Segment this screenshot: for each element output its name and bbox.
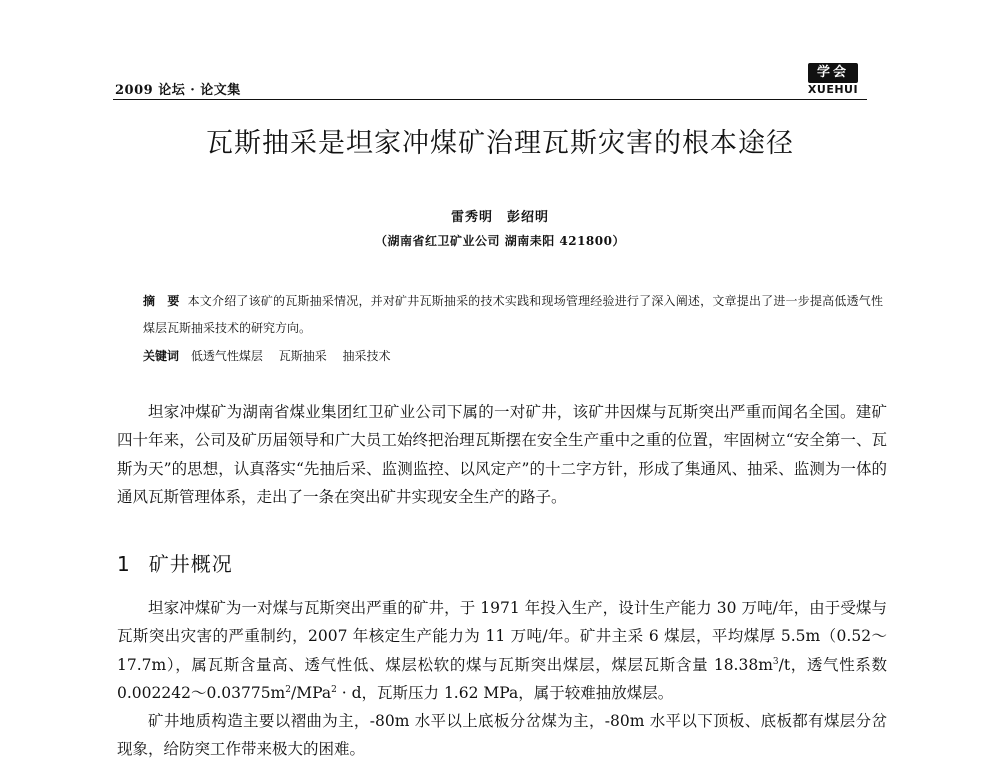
paper-title: 瓦斯抽采是坦家冲煤矿治理瓦斯灾害的根本途径 xyxy=(206,128,794,159)
geology-paragraph: 矿井地质构造主要以褶曲为主，-80m 水平以上底板分岔煤为主，-80m 水平以下顶板、底板都有煤层分岔现象，给防突工作带来极大的困难。 xyxy=(117,712,887,759)
mine-overview-paragraph xyxy=(117,594,887,707)
section-heading xyxy=(117,548,233,577)
superscript: 2 xyxy=(285,684,291,695)
superscript: 3 xyxy=(772,656,779,667)
intro-paragraph: 坦家冲煤矿为湖南省煤业集团红卫矿业公司下属的一对矿井，该矿井因煤与瓦斯突出严重而闻名全国。建矿四十年来，公司及矿历届领导和广大员工始终把治理瓦斯摆在安全生产重中之重的位置，牢固树立“安全第一、瓦斯为天”的思想，认真落实“先抽后采、监测监控、以风定产”的十二字方针，形成了集通风、抽采、监测为一体的通风瓦斯管理体系，走出了一条在突出矿井实现安全生产的路子。 xyxy=(117,403,887,506)
keyword: 抽采技术 xyxy=(342,349,391,363)
keyword: 瓦斯抽采 xyxy=(278,349,327,363)
paper-authors: 雷秀明 彭绍明 xyxy=(450,210,549,225)
section-title: 矿井概况 xyxy=(148,552,233,576)
logo-mark: 学会 xyxy=(808,63,858,83)
superscript: 2 xyxy=(331,684,337,695)
abstract xyxy=(143,288,883,342)
keywords-label: 关键词 xyxy=(143,349,180,363)
section-number: 1 xyxy=(117,552,131,576)
text-run: · d，瓦斯压力 1.62 MPa，属于较难抽放煤层。 xyxy=(336,683,674,702)
abstract-label: 摘 要 xyxy=(143,294,180,308)
text-run: 坦家冲煤矿为一对煤与瓦斯突出严重的矿井，于 1971 年投入生产，设计生产能力 30 万吨/年，由于受煤与瓦斯突出灾害的严重制约，2007 年核定生产能力为 11 万吨/年。矿井主采 6 煤层，平均煤厚 5.5m（0.52～17.7m），属瓦斯含量高、透气性低、煤层松软的煤与瓦斯突出煤层，煤层瓦斯含量 18.38m xyxy=(117,599,887,674)
keyword: 低透气性煤层 xyxy=(190,349,263,363)
text-run: /MPa xyxy=(291,683,332,702)
xuehui-logo xyxy=(800,63,866,103)
header-rule xyxy=(113,99,867,100)
abstract-text: 本文介绍了该矿的瓦斯抽采情况，并对矿井瓦斯抽采的技术实践和现场管理经验进行了深入阐述，文章提出了进一步提高低透气性煤层瓦斯抽采技术的研究方向。 xyxy=(143,294,883,335)
logo-text: XUEHUI xyxy=(807,83,859,96)
paper-affiliation: （湖南省红卫矿业公司 湖南耒阳 421800） xyxy=(375,234,625,248)
running-header: 2009 论坛 · 论文集 xyxy=(115,83,241,98)
text-run: /t，透气性系数 0.002242～0.03775m xyxy=(117,655,887,702)
keywords xyxy=(143,343,883,370)
